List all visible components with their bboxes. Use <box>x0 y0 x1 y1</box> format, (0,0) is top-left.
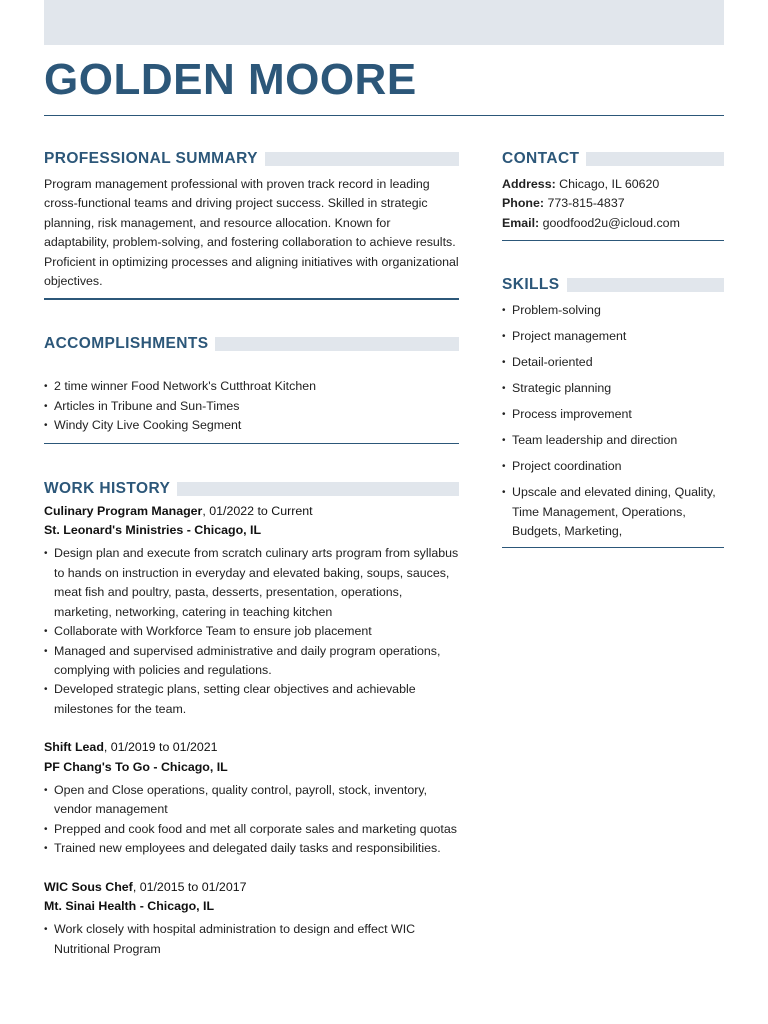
job-company: Mt. Sinai Health - Chicago, IL <box>44 898 215 913</box>
summary-text: Program management professional with proven track record in leading cross-functional teams and driving project success. Skilled in strategic planning, risk management, and resource allocation. Known for adaptability, problem-solving, and fostering collaboration to achieve results. Proficient in optimizing processes and aligning initiatives with organizational objectives. <box>44 177 459 289</box>
phone-label: Phone: <box>502 196 544 211</box>
section-divider <box>44 443 459 444</box>
list-item: • Collaborate with Workforce Team to ensure job placement <box>44 622 459 641</box>
contact-section <box>502 149 724 241</box>
job-role: Culinary Program Manager <box>44 503 203 518</box>
summary-heading <box>44 149 459 169</box>
list-item: • Prepped and cook food and met all corporate sales and marketing quotas <box>44 820 459 839</box>
header-band <box>44 0 724 45</box>
skills-section <box>502 275 724 548</box>
skill-item: • Team leadership and direction <box>502 431 724 450</box>
skill-item: • Strategic planning <box>502 379 724 398</box>
skill-item: • Detail-oriented <box>502 353 724 372</box>
job-company: St. Leonard's Ministries - Chicago, IL <box>44 523 262 538</box>
accomplishments-heading <box>44 334 459 354</box>
job-role: Shift Lead <box>44 740 104 755</box>
skill-item: • Upscale and elevated dining, Quality, Time Management, Operations, Budgets, Marketing, <box>502 483 724 541</box>
heading-bar <box>567 278 724 292</box>
skills-list <box>502 301 724 541</box>
heading-bar <box>215 337 459 351</box>
heading-bar <box>265 152 459 166</box>
accomplishments-section <box>44 334 459 443</box>
summary-title: PROFESSIONAL SUMMARY <box>44 150 258 167</box>
list-item: • Design plan and execute from scratch culinary arts program from syllabus to hands on instruction in everyday and elevated baking, soups, sauces, meat fish and poultry, pasta, desserts, presentation, operations, marketing, networking, catering in teaching kitchen <box>44 544 459 622</box>
list-item: • Managed and supervised administrative and daily program operations, complying with policies and regulations. <box>44 642 459 681</box>
work-history-title: WORK HISTORY <box>44 479 171 497</box>
job-duties <box>44 544 459 719</box>
skill-item: • Project management <box>502 327 724 346</box>
job-dates: , 01/2019 to 01/2021 <box>103 740 218 755</box>
contact-details <box>502 175 724 233</box>
address-value: Chicago, IL 60620 <box>555 177 660 191</box>
sidebar-column <box>502 149 724 548</box>
contact-email <box>502 214 724 233</box>
job-title <box>44 738 459 757</box>
section-divider <box>502 547 724 548</box>
list-item: • Developed strategic plans, setting clear objectives and achievable milestones for the team. <box>44 680 459 719</box>
job-duties <box>44 781 459 859</box>
summary-section <box>44 149 459 300</box>
list-item: • 2 time winner Food Network's Cutthroat Kitchen <box>44 377 459 396</box>
main-column <box>44 149 459 959</box>
heading-bar <box>177 482 459 496</box>
contact-title: CONTACT <box>502 150 580 167</box>
skill-item: • Problem-solving <box>502 301 724 320</box>
section-divider <box>502 240 724 241</box>
skill-item: • Project coordination <box>502 457 724 476</box>
candidate-name: GOLDEN MOORE <box>44 55 417 104</box>
email-value: goodfood2u@icloud.com <box>539 215 680 230</box>
job-role: WIC Sous Chef <box>44 879 133 894</box>
email-label: Email: <box>502 215 540 230</box>
job-entry <box>44 738 459 858</box>
contact-heading <box>502 149 724 169</box>
contact-phone <box>502 194 724 213</box>
work-history-section <box>44 479 459 960</box>
skill-item: • Process improvement <box>502 405 724 424</box>
accomplishments-list <box>44 377 459 435</box>
phone-value: 773-815-4837 <box>544 196 625 211</box>
list-item: • Open and Close operations, quality control, payroll, stock, inventory, vendor management <box>44 781 459 820</box>
work-history-heading <box>44 479 459 499</box>
list-item: • Windy City Live Cooking Segment <box>44 416 459 435</box>
job-title <box>44 502 459 521</box>
list-item: • Trained new employees and delegated daily tasks and responsibilities. <box>44 839 459 858</box>
address-label: Address: <box>502 177 556 191</box>
job-entry <box>44 502 459 719</box>
skills-title: SKILLS <box>502 276 560 294</box>
contact-address <box>502 175 724 194</box>
header-divider <box>44 115 724 116</box>
job-entry <box>44 878 459 960</box>
job-dates: , 01/2015 to 01/2017 <box>132 879 247 894</box>
job-company: PF Chang's To Go - Chicago, IL <box>44 759 228 774</box>
job-dates: , 01/2022 to Current <box>202 503 313 518</box>
job-title <box>44 878 459 897</box>
job-duties <box>44 920 459 959</box>
skills-heading <box>502 275 724 295</box>
accomplishments-title: ACCOMPLISHMENTS <box>44 335 209 353</box>
heading-bar <box>586 152 724 166</box>
list-item: • Work closely with hospital administration to design and effect WIC Nutritional Program <box>44 920 459 959</box>
section-divider <box>44 298 459 300</box>
list-item: • Articles in Tribune and Sun-Times <box>44 397 459 416</box>
